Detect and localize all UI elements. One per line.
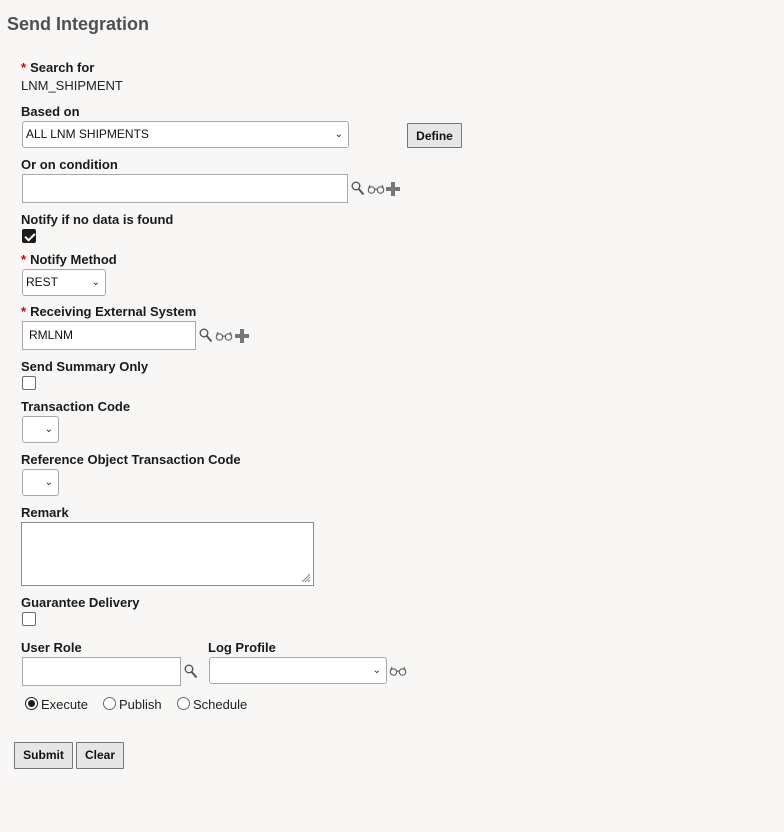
radio-publish[interactable] [103, 697, 116, 710]
receiving-system-label: * Receiving External System [21, 304, 197, 319]
chevron-down-icon: ⌄ [372, 665, 381, 676]
based-on-label: Based on [21, 104, 80, 119]
send-summary-checkbox[interactable] [22, 376, 36, 390]
log-profile-label: Log Profile [208, 640, 276, 655]
search-icon[interactable] [184, 664, 198, 679]
search-for-value: LNM_SHIPMENT [21, 78, 123, 93]
radio-execute-label[interactable]: Execute [41, 697, 88, 712]
radio-execute[interactable] [25, 697, 38, 710]
user-role-input[interactable] [22, 657, 181, 686]
remark-textarea[interactable] [21, 522, 314, 586]
page-title: Send Integration [7, 14, 150, 34]
based-on-select[interactable]: ALL LNM SHIPMENTS ⌄ [22, 121, 349, 148]
required-mark: * [21, 60, 27, 75]
clear-button[interactable]: Clear [76, 742, 124, 769]
ref-transaction-code-select[interactable] [22, 469, 59, 496]
glasses-icon[interactable] [367, 184, 385, 194]
user-role-label: User Role [21, 640, 82, 655]
search-icon[interactable] [199, 328, 213, 343]
transaction-code-label: Transaction Code [21, 399, 131, 414]
remark-label: Remark [21, 505, 69, 520]
radio-publish-label[interactable]: Publish [119, 697, 162, 712]
chevron-down-icon: ⌄ [91, 277, 100, 288]
notify-method-select[interactable]: REST ⌄ [22, 269, 106, 296]
search-icon[interactable] [351, 181, 365, 196]
or-condition-input[interactable] [22, 174, 348, 203]
define-button[interactable]: Define [407, 123, 462, 148]
notify-no-data-checkbox[interactable] [22, 229, 36, 243]
log-profile-select[interactable] [209, 657, 387, 684]
search-for-label: * Search for [21, 60, 95, 75]
resize-grip-icon[interactable] [301, 573, 311, 583]
radio-schedule[interactable] [177, 697, 190, 710]
notify-method-label: * Notify Method [21, 252, 117, 267]
radio-schedule-label[interactable]: Schedule [193, 697, 248, 712]
submit-button[interactable]: Submit [14, 742, 73, 769]
chevron-down-icon: ⌄ [334, 129, 343, 140]
guarantee-delivery-label: Guarantee Delivery [21, 595, 140, 610]
notify-no-data-label: Notify if no data is found [21, 212, 174, 227]
ref-transaction-code-label: Reference Object Transaction Code [21, 452, 241, 467]
plus-icon[interactable] [386, 182, 400, 196]
send-summary-label: Send Summary Only [21, 359, 149, 374]
chevron-down-icon: ⌄ [44, 424, 53, 435]
plus-icon[interactable] [235, 329, 249, 343]
or-condition-label: Or on condition [21, 157, 118, 172]
transaction-code-select[interactable] [22, 416, 59, 443]
glasses-icon[interactable] [389, 666, 407, 676]
glasses-icon[interactable] [215, 331, 233, 341]
chevron-down-icon: ⌄ [44, 477, 53, 488]
guarantee-delivery-checkbox[interactable] [22, 612, 36, 626]
receiving-system-input[interactable]: RMLNM [22, 321, 196, 350]
